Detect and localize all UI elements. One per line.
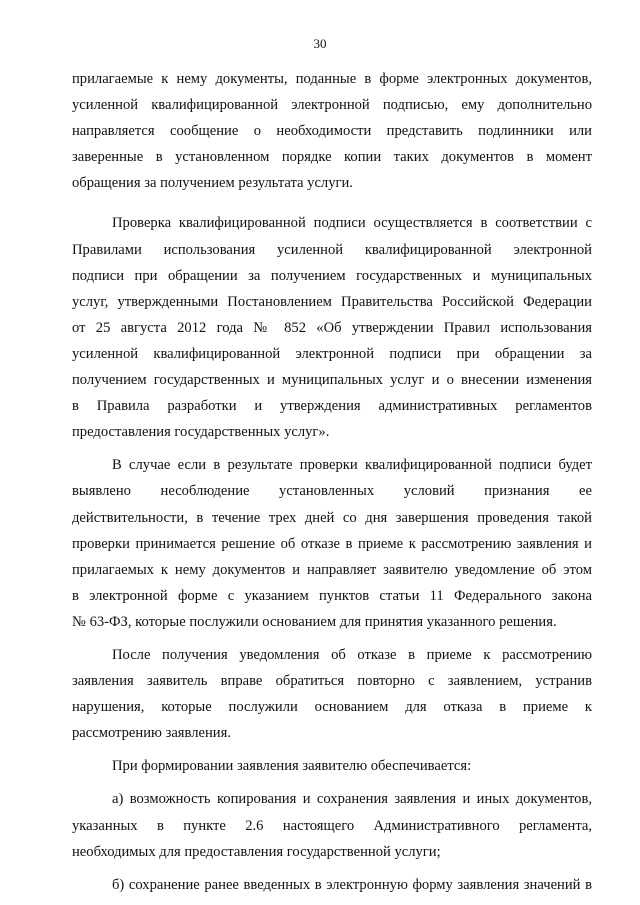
text-line: После получения уведомления об отказе в приеме к рассмотрению <box>112 646 592 663</box>
paragraph-violation <box>72 452 592 635</box>
paragraph-continuation <box>72 66 592 196</box>
paragraph-item-b <box>72 872 592 898</box>
page-number: 30 <box>313 36 327 51</box>
text-line: обращения за получением результата услуги. <box>72 175 353 192</box>
paragraph-signature-check <box>72 210 592 445</box>
text-line: б) сохранение ранее введенных в электронную форму заявления значений в <box>112 876 592 893</box>
text-line: Проверка квалифицированной подписи осуществляется в соответствии с <box>112 215 592 232</box>
text-line: получением государственных и муниципальных услуг и о внесении изменения <box>72 372 592 389</box>
text-line: рассмотрению заявления. <box>72 725 231 742</box>
text-line: от 25 августа 2012 года № 852 «Об утверждении Правил использования <box>72 319 592 336</box>
paragraph-form-provisions <box>72 753 592 779</box>
text-line: усиленной квалифицированной электронной подписи при обращении за <box>72 345 592 362</box>
document-body <box>72 66 592 905</box>
text-line: Правилами использования усиленной квалифицированной электронной <box>72 241 592 258</box>
text-line: заявления заявитель вправе обратиться повторно с заявлением, устранив <box>72 673 592 690</box>
text-line: В случае если в результате проверки квалифицированной подписи будет <box>112 457 592 474</box>
text-line: усиленной квалифицированной электронной подписью, ему дополнительно <box>72 97 592 114</box>
text-line: нарушения, которые послужили основанием для отказа в приеме к <box>72 699 592 716</box>
text-line: заверенные в установленном порядке копии таких документов в момент <box>72 149 592 166</box>
text-line: необходимых для предоставления государственной услуги; <box>72 843 441 860</box>
text-line: проверки принимается решение об отказе в приеме к рассмотрению заявления и <box>72 535 592 552</box>
text-line: предоставления государственных услуг». <box>72 424 330 441</box>
text-line: в Правила разработки и утверждения административных регламентов <box>72 398 592 415</box>
text-line: в электронной форме с указанием пунктов статьи 11 Федерального закона <box>72 587 592 604</box>
text-line: прилагаемых к нему документов и направляет заявителю уведомление об этом <box>72 561 592 578</box>
paragraph-item-a <box>72 786 592 864</box>
text-line: прилагаемые к нему документы, поданные в форме электронных документов, <box>72 71 592 87</box>
text-line: а) возможность копирования и сохранения заявления и иных документов, <box>112 791 592 808</box>
text-line: подписи при обращении за получением государственных и муниципальных <box>72 267 592 284</box>
text-line: указанных в пункте 2.6 настоящего Административного регламента, <box>72 817 592 834</box>
text-line: № 63-ФЗ, которые послужили основанием для принятия указанного решения. <box>72 613 557 630</box>
text-line: направляется сообщение о необходимости представить подлинники или <box>72 123 592 140</box>
paragraph-resubmission <box>72 642 592 746</box>
text-line: выявлено несоблюдение установленных условий признания ее <box>72 483 592 500</box>
text-line: действительности, в течение трех дней со дня завершения проведения такой <box>72 509 592 526</box>
text-line: При формировании заявления заявителю обеспечивается: <box>112 758 472 775</box>
text-line: услуг, утвержденными Постановлением Правительства Российской Федерации <box>72 293 592 310</box>
